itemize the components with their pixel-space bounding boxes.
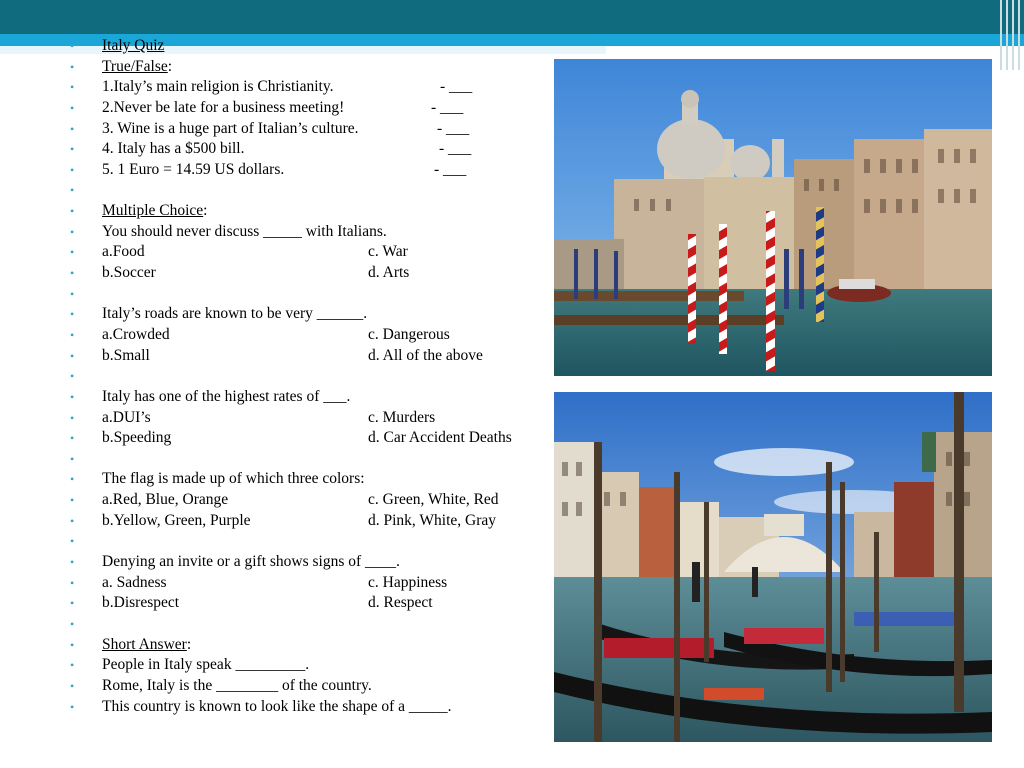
list-item (70, 366, 550, 387)
bullet-icon: • (70, 678, 75, 693)
bullet-icon: • (70, 431, 75, 446)
bullet-icon: • (70, 162, 75, 177)
bullet-icon: • (70, 699, 75, 714)
bullet-icon: • (70, 59, 75, 74)
list-item (70, 573, 550, 594)
tf-statement: 3. Wine is a huge part of Italian’s culture. (102, 119, 359, 137)
list-item (70, 304, 550, 325)
mc-option: a.DUI’s (102, 408, 151, 426)
bullet-icon: • (70, 307, 75, 322)
mc-question: The flag is made up of which three colors: (102, 470, 365, 488)
list-item (70, 387, 550, 408)
bullet-icon: • (70, 410, 75, 425)
tf-statement: 1.Italy’s main religion is Christianity. (102, 78, 334, 96)
bullet-icon: • (70, 369, 75, 384)
mc-option: d. All of the above (368, 346, 483, 364)
venice-grand-canal-photo (554, 59, 992, 376)
mc-option: c. Murders (368, 408, 436, 426)
bullet-icon: • (70, 348, 75, 363)
list-item: • Multiple Choice: (70, 201, 550, 222)
mc-option: d. Car Accident Deaths (368, 429, 512, 447)
list-item (70, 531, 550, 552)
short-answer-heading: Short Answer (102, 635, 187, 653)
list-item (70, 614, 550, 635)
mc-option: d. Respect (368, 594, 433, 612)
header-bar (0, 0, 1024, 34)
mc-question: Denying an invite or a gift shows signs of ____. (102, 553, 400, 571)
bullet-icon: • (70, 100, 75, 115)
bullet-icon: • (70, 183, 75, 198)
header-decoration (994, 0, 1024, 70)
mc-question: You should never discuss _____ with Italians. (102, 222, 387, 240)
mc-option: a.Red, Blue, Orange (102, 491, 229, 509)
list-item (70, 263, 550, 284)
bullet-icon: • (70, 245, 75, 260)
list-item (70, 552, 550, 573)
tf-blank: - ___ (437, 119, 470, 137)
bullet-icon: • (70, 80, 75, 95)
multiple-choice-heading: Multiple Choice (102, 202, 204, 220)
short-answer-question: This country is known to look like the shape of a _____. (102, 697, 452, 715)
tf-blank: - ___ (434, 160, 467, 178)
tf-statement: 4. Italy has a $500 bill. (102, 140, 245, 158)
list-item (70, 490, 550, 511)
mc-option: a.Crowded (102, 325, 170, 343)
mc-option: d. Arts (368, 264, 410, 282)
bullet-icon: • (70, 266, 75, 281)
bullet-icon: • (70, 389, 75, 404)
bullet-icon: • (70, 39, 75, 53)
list-item (70, 469, 550, 490)
bullet-icon: • (70, 596, 75, 611)
mc-question: Italy’s roads are known to be very ______. (102, 305, 368, 323)
list-item (70, 655, 550, 676)
mc-question: Italy has one of the highest rates of ___. (102, 387, 351, 405)
bullet-icon: • (70, 451, 75, 466)
bullet-icon: • (70, 204, 75, 219)
list-item (70, 139, 550, 160)
mc-option: a.Food (102, 243, 145, 261)
tf-blank: - ___ (440, 78, 473, 96)
bullet-icon: • (70, 555, 75, 570)
bullet-icon: • (70, 286, 75, 301)
short-answer-question: Rome, Italy is the ________ of the country. (102, 676, 372, 694)
mc-option: c. War (368, 243, 408, 261)
mc-option: c. Green, White, Red (368, 491, 499, 509)
mc-option: b.Speeding (102, 429, 172, 447)
list-item (70, 36, 550, 57)
mc-option: a. Sadness (102, 573, 167, 591)
bullet-icon: • (70, 637, 75, 652)
list-item (70, 222, 550, 243)
bullet-icon: • (70, 472, 75, 487)
mc-option: c. Dangerous (368, 325, 450, 343)
tf-blank: - ___ (431, 98, 464, 116)
list-item (70, 408, 550, 429)
list-item (70, 180, 550, 201)
true-false-heading: True/False (102, 57, 168, 75)
bullet-icon: • (70, 616, 75, 631)
mc-option: b.Yellow, Green, Purple (102, 511, 251, 529)
list-item (70, 593, 550, 614)
venice-gondolas-photo (554, 392, 992, 742)
bullet-icon: • (70, 534, 75, 549)
quiz-content (70, 36, 550, 717)
list-item (70, 284, 550, 305)
bullet-icon: • (70, 121, 75, 136)
mc-option: c. Happiness (368, 573, 448, 591)
list-item (70, 428, 550, 449)
bullet-icon: • (70, 493, 75, 508)
mc-option: b.Small (102, 346, 150, 364)
list-item (70, 77, 550, 98)
list-item (70, 98, 550, 119)
bullet-icon: • (70, 142, 75, 157)
list-item (70, 449, 550, 470)
bullet-icon: • (70, 327, 75, 342)
list-item (70, 676, 550, 697)
list-item (70, 242, 550, 263)
mc-option: b.Soccer (102, 264, 156, 282)
tf-statement: 2.Never be late for a business meeting! (102, 98, 345, 116)
mc-option: d. Pink, White, Gray (368, 511, 497, 529)
bullet-icon: • (70, 513, 75, 528)
list-item: • Short Answer: (70, 635, 550, 656)
list-item (70, 160, 550, 181)
list-item (70, 119, 550, 140)
quiz-title: Italy Quiz (102, 37, 165, 54)
list-item (70, 697, 550, 718)
bullet-icon: • (70, 658, 75, 673)
list-item (70, 325, 550, 346)
bullet-icon: • (70, 575, 75, 590)
list-item (70, 346, 550, 367)
bullet-icon: • (70, 224, 75, 239)
mc-option: b.Disrespect (102, 594, 180, 612)
list-item (70, 511, 550, 532)
short-answer-question: People in Italy speak _________. (102, 656, 310, 674)
tf-statement: 5. 1 Euro = 14.59 US dollars. (102, 160, 285, 178)
list-item: • True/False: (70, 57, 550, 78)
tf-blank: - ___ (439, 140, 472, 158)
